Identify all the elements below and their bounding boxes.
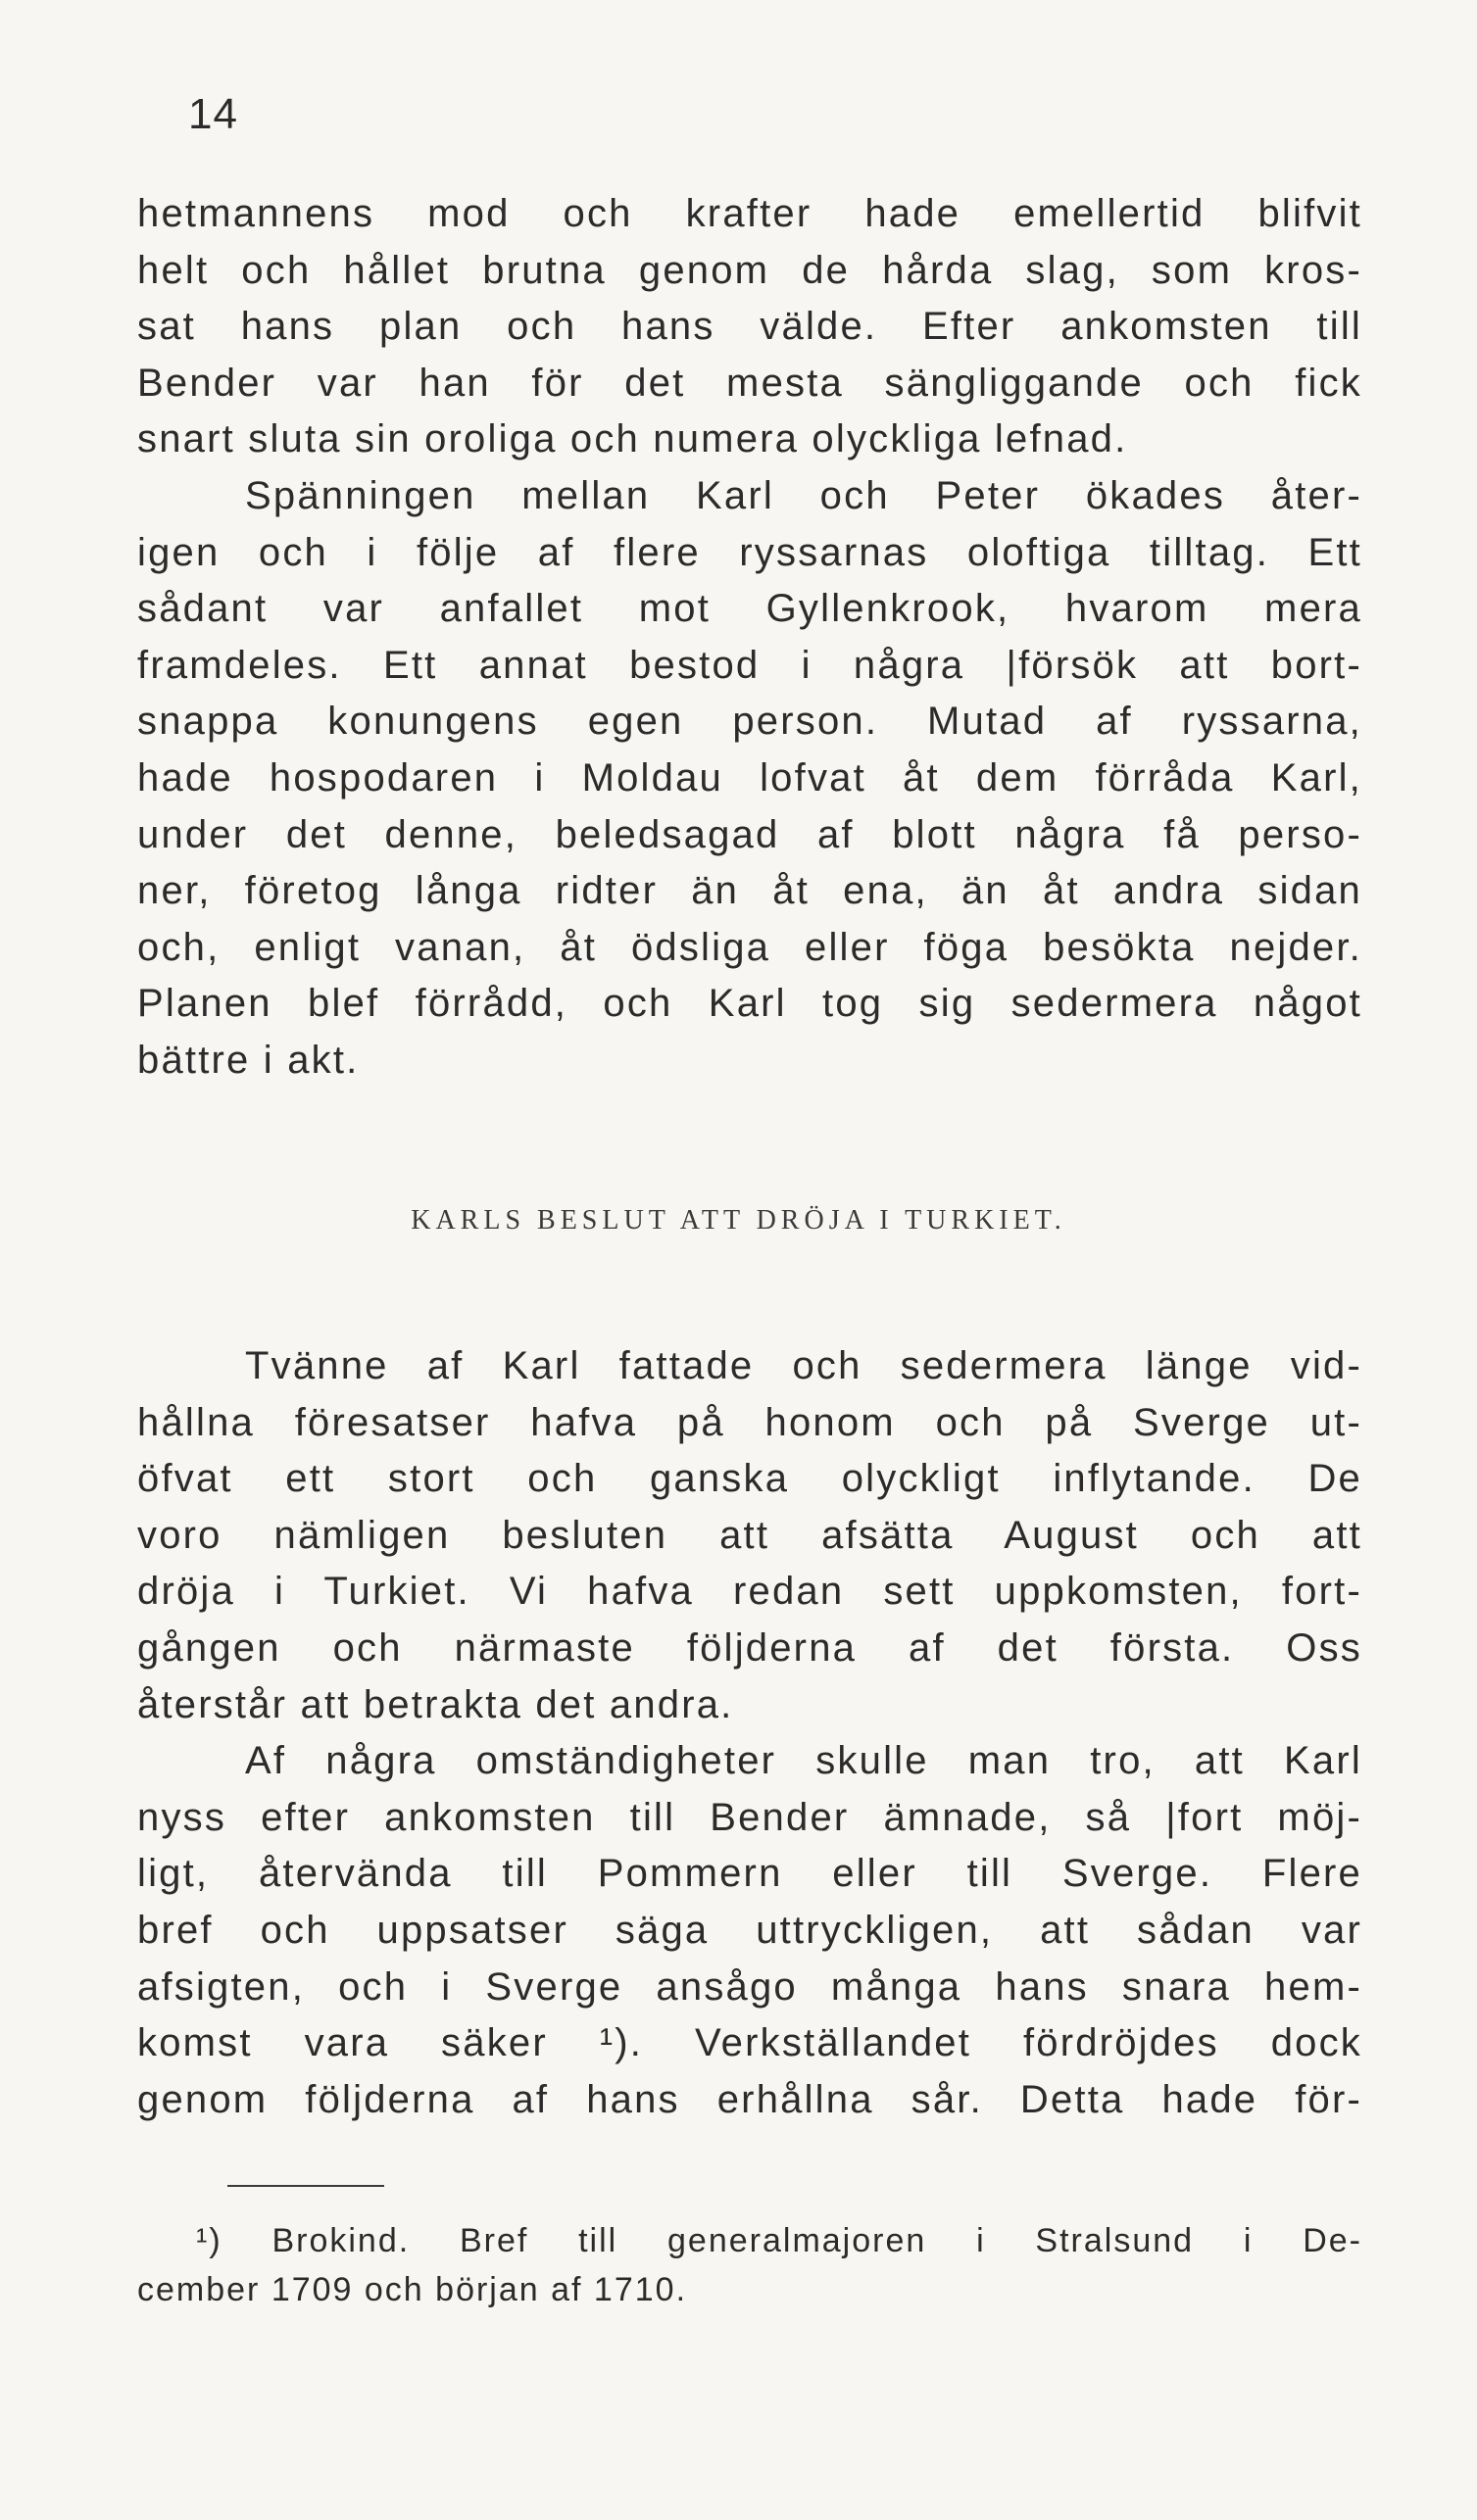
footnote-line: cember 1709 och början af 1710.: [137, 2271, 688, 2308]
text-line: återstår att betrakta det andra.: [137, 1682, 734, 1726]
text-line: Af några omständigheter skulle man tro, att Karl: [245, 1739, 1362, 1783]
section-heading: KARLS BESLUT ATT DRÖJA I TURKIET.: [411, 1205, 1066, 1236]
text-line: Bender var han för det mesta sängliggande och fick: [137, 361, 1362, 405]
text-line: helt och hållet brutna genom de hårda slag, som kros-: [137, 248, 1362, 292]
text-line: snart sluta sin oroliga och numera olyckliga lefnad.: [137, 417, 1128, 461]
text-line: hållna föresatser hafva på honom och på Sverge ut-: [137, 1400, 1362, 1444]
text-line: sådant var anfallet mot Gyllenkrook, hvarom mera: [137, 587, 1362, 631]
paragraphs-top: [137, 186, 1362, 1090]
text-line: bättre i akt.: [137, 1038, 360, 1082]
text-line: under det denne, beledsagad af blott några få perso-: [137, 812, 1362, 856]
text-line: framdeles. Ett annat bestod i några |försök att bort-: [137, 643, 1362, 687]
text-line: snappa konungens egen person. Mutad af ryssarna,: [137, 700, 1362, 744]
text-line: ligt, återvända till Pommern eller till Sverge. Flere: [137, 1852, 1362, 1896]
text-line: genom följderna af hans erhållna sår. Detta hade för-: [137, 2077, 1362, 2121]
text-line: hetmannens mod och krafter hade emellertid blifvit: [137, 192, 1362, 235]
text-line: afsigten, och i Sverge ansågo många hans snara hem-: [137, 1964, 1362, 2009]
text-line: Planen blef förrådd, och Karl tog sig sedermera något: [137, 982, 1362, 1026]
text-line: komst vara säker ¹). Verkställandet fördröjdes dock: [137, 2021, 1362, 2065]
text-line: nyss efter ankomsten till Bender ämnade, så |fort möj-: [137, 1795, 1362, 1839]
footnote: [137, 2216, 1362, 2314]
text-line: Spänningen mellan Karl och Peter ökades åter-: [245, 473, 1362, 517]
text-line: Tvänne af Karl fattade och sedermera länge vid-: [245, 1344, 1362, 1387]
text-line: hade hospodaren i Moldau lofvat åt dem förråda Karl,: [137, 755, 1362, 800]
text-line: gången och närmaste följderna af det första. Oss: [137, 1625, 1362, 1670]
text-line: öfvat ett stort och ganska olyckligt inflytande. De: [137, 1457, 1362, 1501]
text-line: dröja i Turkiet. Vi hafva redan sett uppkomsten, fort-: [137, 1570, 1362, 1614]
text-line: sat hans plan och hans välde. Efter ankomsten till: [137, 305, 1362, 349]
paragraphs-bottom: [137, 1338, 1362, 2128]
text-line: ner, företog långa ridter än åt ena, än åt andra sidan: [137, 869, 1362, 913]
footnote-line: ¹) Brokind. Bref till generalmajoren i Stralsund i De-: [196, 2222, 1362, 2259]
text-line: igen och i följe af flere ryssarnas oloftiga tilltag. Ett: [137, 530, 1362, 574]
text-line: voro nämligen besluten att afsätta August och att: [137, 1513, 1362, 1557]
footnote-divider: [227, 2185, 384, 2187]
text-line: bref och uppsatser säga uttryckligen, att sådan var: [137, 1908, 1362, 1952]
page-number: 14: [188, 90, 238, 138]
text-line: och, enligt vanan, åt ödsliga eller föga besökta nejder.: [137, 925, 1362, 969]
